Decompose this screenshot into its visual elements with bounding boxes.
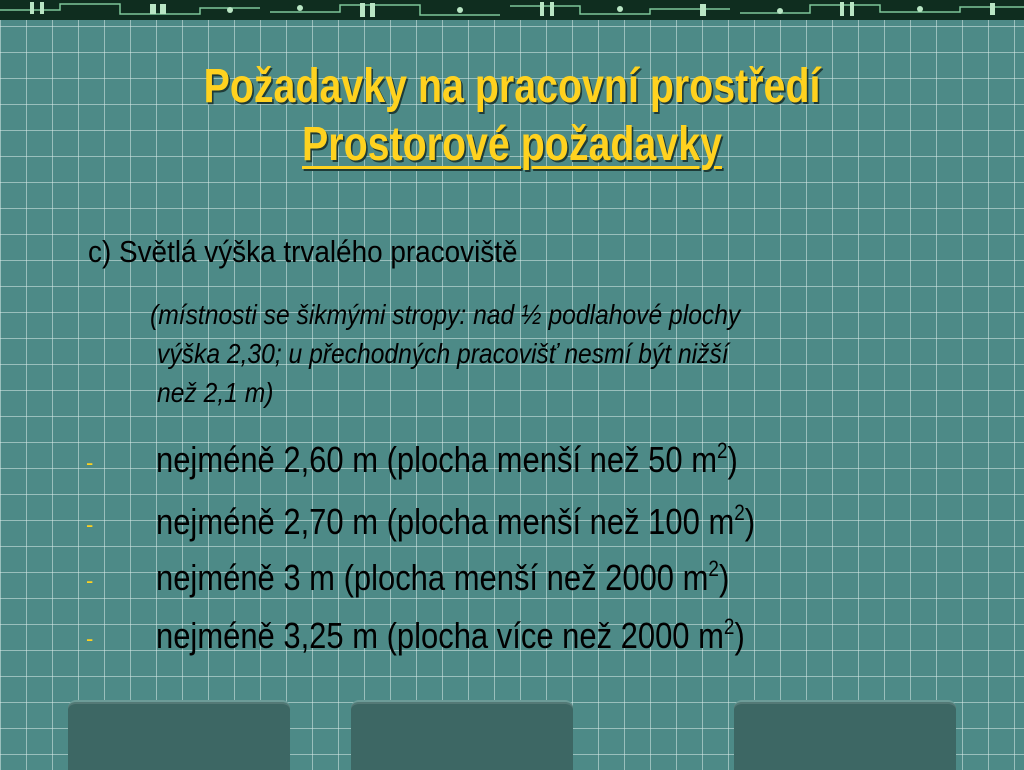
bullet-dash: - bbox=[86, 568, 94, 593]
list-item-text: nejméně 2,60 m (plocha menší než 50 $m^2$) bbox=[156, 438, 738, 480]
note-line-1: (místnosti se šikmými stropy: nad ½ podlahové plochy bbox=[150, 299, 741, 330]
list-item-text: nejméně 3,25 m (plocha více než 2000 $m^2$) bbox=[156, 614, 745, 656]
circuit-board-decoration bbox=[0, 0, 1024, 20]
bullet-dash: - bbox=[86, 512, 94, 537]
list-item-text: nejméně 3 m (plocha menší než 2000 $m^2$) bbox=[156, 556, 730, 598]
bullet-dash: - bbox=[86, 626, 94, 651]
decorative-tab-left bbox=[68, 700, 290, 770]
slide-title: Požadavky na pracovní prostředí bbox=[203, 60, 821, 113]
decorative-tab-right bbox=[734, 700, 956, 770]
circuit-pattern-icon bbox=[0, 0, 1024, 20]
list-item-text: nejméně 2,70 m (plocha menší než 100 $m^2$) bbox=[156, 500, 756, 542]
slide-title-block bbox=[92, 58, 932, 174]
decorative-tab-center bbox=[351, 700, 573, 770]
slide-subtitle: Prostorové požadavky bbox=[302, 118, 722, 171]
ceiling-note bbox=[150, 295, 916, 412]
note-line-3: než 2,1 m) bbox=[157, 377, 274, 408]
bullet-dash: - bbox=[86, 450, 94, 475]
item-c-heading: c) Světlá výška trvalého pracoviště bbox=[88, 234, 518, 269]
note-line-2: výška 2,30; u přechodných pracovišť nesmí být nižší bbox=[157, 338, 729, 369]
